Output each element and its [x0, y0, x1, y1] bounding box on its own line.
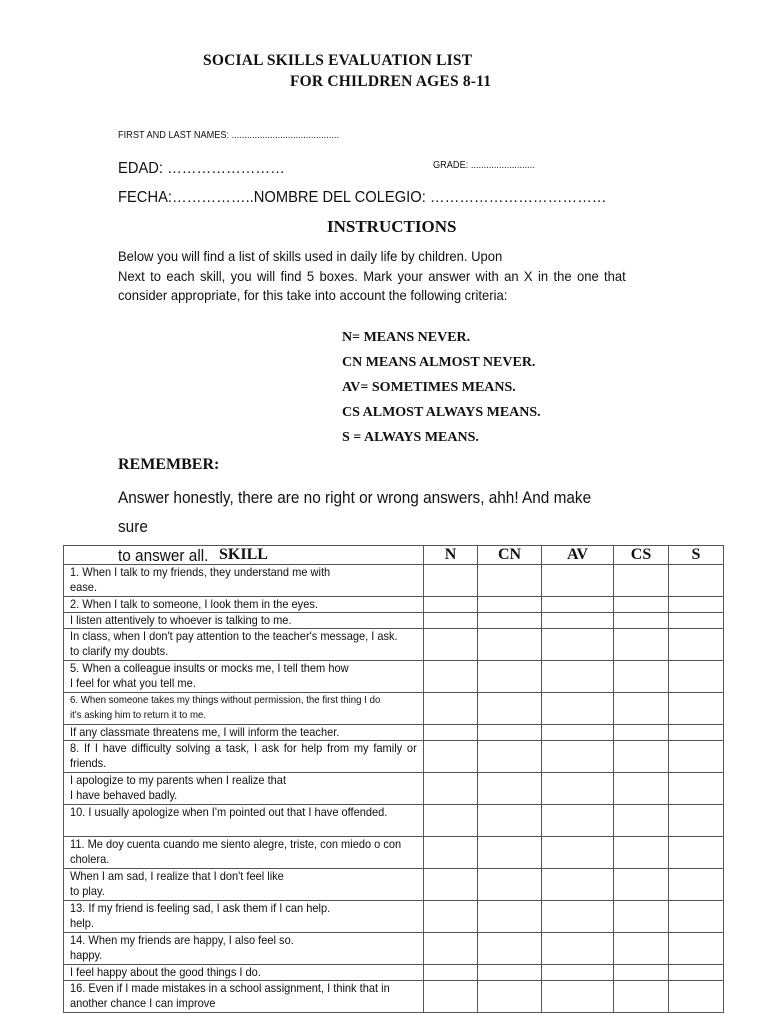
remember-line2: to answer all. — [118, 547, 209, 565]
answer-box-av[interactable] — [542, 741, 614, 773]
table-row — [64, 661, 724, 693]
table-row — [64, 725, 724, 741]
skill-cell — [64, 597, 424, 613]
answer-box-s[interactable] — [669, 565, 724, 597]
answer-box-s[interactable] — [669, 981, 724, 1013]
skill-cell — [64, 613, 424, 629]
answer-box-cn[interactable] — [478, 805, 542, 837]
answer-box-s[interactable] — [669, 837, 724, 869]
skill-cell — [64, 693, 424, 725]
table-row — [64, 981, 724, 1013]
fecha-colegio-field: FECHA:……………..NOMBRE DEL COLEGIO: ……………………………… — [118, 189, 607, 206]
answer-box-av[interactable] — [542, 901, 614, 933]
header-cn: CN — [478, 546, 542, 565]
table-row — [64, 741, 724, 773]
skill-cell — [64, 725, 424, 741]
criteria-legend — [342, 329, 541, 454]
answer-box-s[interactable] — [669, 613, 724, 629]
answer-box-av[interactable] — [542, 613, 614, 629]
answer-box-cs[interactable] — [614, 693, 669, 725]
header-av: AV — [542, 546, 614, 565]
skill-cell — [64, 965, 424, 981]
form-title-line2: FOR CHILDREN AGES 8-11 — [290, 73, 492, 90]
skill-cell — [64, 933, 424, 965]
skill-cell — [64, 837, 424, 869]
table-row — [64, 933, 724, 965]
answer-box-cn[interactable] — [478, 597, 542, 613]
skill-cell — [64, 661, 424, 693]
grade-field: GRADE: ......................... — [433, 160, 535, 171]
answer-box-cn[interactable] — [478, 693, 542, 725]
answer-box-n[interactable] — [424, 661, 478, 693]
answer-box-n[interactable] — [424, 933, 478, 965]
answer-box-av[interactable] — [542, 933, 614, 965]
legend-cs: CS ALMOST ALWAYS MEANS. — [342, 405, 541, 420]
answer-box-s[interactable] — [669, 773, 724, 805]
answer-box-cs[interactable] — [614, 773, 669, 805]
answer-box-cn[interactable] — [478, 741, 542, 773]
header-cs: CS — [614, 546, 669, 565]
skills-table — [63, 545, 724, 1013]
answer-box-n[interactable] — [424, 741, 478, 773]
table-row — [64, 565, 724, 597]
header-s: S — [669, 546, 724, 565]
header-n: N — [424, 546, 478, 565]
answer-box-cn[interactable] — [478, 661, 542, 693]
table-row — [64, 869, 724, 901]
answer-box-cs[interactable] — [614, 869, 669, 901]
skill-cell — [64, 869, 424, 901]
table-row — [64, 965, 724, 981]
table-row — [64, 837, 724, 869]
answer-box-av[interactable] — [542, 837, 614, 869]
answer-box-n[interactable] — [424, 805, 478, 837]
answer-box-av[interactable] — [542, 869, 614, 901]
answer-box-cs[interactable] — [614, 613, 669, 629]
answer-box-s[interactable] — [669, 629, 724, 661]
answer-box-n[interactable] — [424, 565, 478, 597]
answer-box-cn[interactable] — [478, 565, 542, 597]
header-skill: SKILL — [64, 546, 424, 565]
answer-box-s[interactable] — [669, 597, 724, 613]
skill-cell — [64, 901, 424, 933]
answer-box-n[interactable] — [424, 837, 478, 869]
skill-text: If any classmate threatens me, I will inform the teacher. — [70, 725, 340, 739]
answer-box-s[interactable] — [669, 933, 724, 965]
skill-cell — [64, 773, 424, 805]
table-header-row — [64, 546, 724, 565]
skill-text: 6. When someone takes my things without permission, the first thing I do it's asking him to return it to me. — [70, 694, 381, 721]
skill-text: 16. Even if I made mistakes in a school assignment, I think that in another chance I can improve — [70, 981, 390, 1010]
skill-text: In class, when I don't pay attention to the teacher's message, I ask. to clarify my doubts. — [70, 629, 398, 658]
answer-box-s[interactable] — [669, 725, 724, 741]
instructions-line2: Next to each skill, you will find 5 boxes. Mark your answer with an X in the one that consider appropriate, for this take into account the following criteria: — [118, 267, 626, 303]
answer-box-cn[interactable] — [478, 901, 542, 933]
skill-cell — [64, 805, 424, 837]
table-row — [64, 693, 724, 725]
answer-box-s[interactable] — [669, 869, 724, 901]
answer-box-n[interactable] — [424, 965, 478, 981]
answer-box-cs[interactable] — [614, 933, 669, 965]
skill-text: 8. If I have difficulty solving a task, I ask for help from my family or friends. — [70, 741, 417, 770]
answer-box-cs[interactable] — [614, 805, 669, 837]
answer-box-av[interactable] — [542, 693, 614, 725]
legend-av: AV= SOMETIMES MEANS. — [342, 380, 516, 395]
answer-box-cs[interactable] — [614, 965, 669, 981]
skill-text: 11. Me doy cuenta cuando me siento alegre, triste, con miedo o con cholera. — [70, 837, 402, 866]
instructions-heading: INSTRUCTIONS — [327, 217, 457, 236]
skill-cell — [64, 629, 424, 661]
answer-box-av[interactable] — [542, 981, 614, 1013]
skill-text: 2. When I talk to someone, I look them in the eyes. — [70, 597, 318, 611]
answer-box-cs[interactable] — [614, 629, 669, 661]
answer-box-cs[interactable] — [614, 597, 669, 613]
form-title-line1: SOCIAL SKILLS EVALUATION LIST — [203, 52, 473, 69]
answer-box-cs[interactable] — [614, 981, 669, 1013]
table-row — [64, 773, 724, 805]
skill-text: 5. When a colleague insults or mocks me, I tell them how I feel for what you tell me. — [70, 661, 349, 690]
answer-box-n[interactable] — [424, 773, 478, 805]
table-row — [64, 805, 724, 837]
answer-box-av[interactable] — [542, 725, 614, 741]
answer-box-s[interactable] — [669, 965, 724, 981]
instructions-paragraph — [118, 247, 626, 306]
skill-cell — [64, 565, 424, 597]
answer-box-av[interactable] — [542, 629, 614, 661]
answer-box-s[interactable] — [669, 693, 724, 725]
edad-field: EDAD: …………………… — [118, 160, 285, 177]
skill-text: 14. When my friends are happy, I also feel so. happy. — [70, 933, 294, 962]
skill-text: 1. When I talk to my friends, they understand me with ease. — [70, 565, 331, 594]
table-row — [64, 629, 724, 661]
answer-box-n[interactable] — [424, 597, 478, 613]
skill-cell — [64, 741, 424, 773]
table-row — [64, 901, 724, 933]
answer-box-s[interactable] — [669, 901, 724, 933]
skill-text: I listen attentively to whoever is talking to me. — [70, 613, 292, 627]
skill-cell — [64, 981, 424, 1013]
answer-box-n[interactable] — [424, 901, 478, 933]
answer-box-n[interactable] — [424, 869, 478, 901]
remember-line1: Answer honestly, there are no right or wrong answers, ahh! And make sure — [118, 489, 592, 536]
skill-text: When I am sad, I realize that I don't feel like to play. — [70, 869, 284, 898]
table-row — [64, 597, 724, 613]
answer-box-cn[interactable] — [478, 869, 542, 901]
answer-box-cs[interactable] — [614, 725, 669, 741]
answer-box-cn[interactable] — [478, 613, 542, 629]
skill-text: 13. If my friend is feeling sad, I ask them if I can help. help. — [70, 901, 331, 930]
answer-box-cs[interactable] — [614, 741, 669, 773]
answer-box-cn[interactable] — [478, 965, 542, 981]
answer-box-av[interactable] — [542, 805, 614, 837]
answer-box-av[interactable] — [542, 661, 614, 693]
answer-box-cs[interactable] — [614, 901, 669, 933]
names-field: FIRST AND LAST NAMES: .......................................... — [118, 130, 340, 141]
skill-text: I apologize to my parents when I realize that I have behaved badly. — [70, 773, 287, 802]
table-row — [64, 613, 724, 629]
answer-box-av[interactable] — [542, 773, 614, 805]
skill-text: I feel happy about the good things I do. — [70, 965, 261, 979]
legend-s: S = ALWAYS MEANS. — [342, 430, 479, 445]
answer-box-cn[interactable] — [478, 773, 542, 805]
answer-box-s[interactable] — [669, 741, 724, 773]
answer-box-av[interactable] — [542, 597, 614, 613]
answer-box-n[interactable] — [424, 629, 478, 661]
answer-box-cs[interactable] — [614, 661, 669, 693]
answer-box-cn[interactable] — [478, 629, 542, 661]
answer-box-n[interactable] — [424, 725, 478, 741]
answer-box-cs[interactable] — [614, 837, 669, 869]
answer-box-av[interactable] — [542, 965, 614, 981]
answer-box-cn[interactable] — [478, 837, 542, 869]
legend-n: N= MEANS NEVER. — [342, 330, 471, 345]
answer-box-cs[interactable] — [614, 565, 669, 597]
remember-heading: REMEMBER: — [118, 456, 220, 473]
answer-box-n[interactable] — [424, 613, 478, 629]
skill-text: 10. I usually apologize when I'm pointed out that I have offended. — [70, 805, 388, 819]
answer-box-s[interactable] — [669, 661, 724, 693]
legend-cn: CN MEANS ALMOST NEVER. — [342, 355, 536, 370]
answer-box-n[interactable] — [424, 693, 478, 725]
answer-box-cn[interactable] — [478, 981, 542, 1013]
answer-box-cn[interactable] — [478, 725, 542, 741]
answer-box-av[interactable] — [542, 565, 614, 597]
answer-box-s[interactable] — [669, 805, 724, 837]
answer-box-cn[interactable] — [478, 933, 542, 965]
answer-box-n[interactable] — [424, 981, 478, 1013]
instructions-line1: Below you will find a list of skills used in daily life by children. Upon — [118, 248, 503, 264]
